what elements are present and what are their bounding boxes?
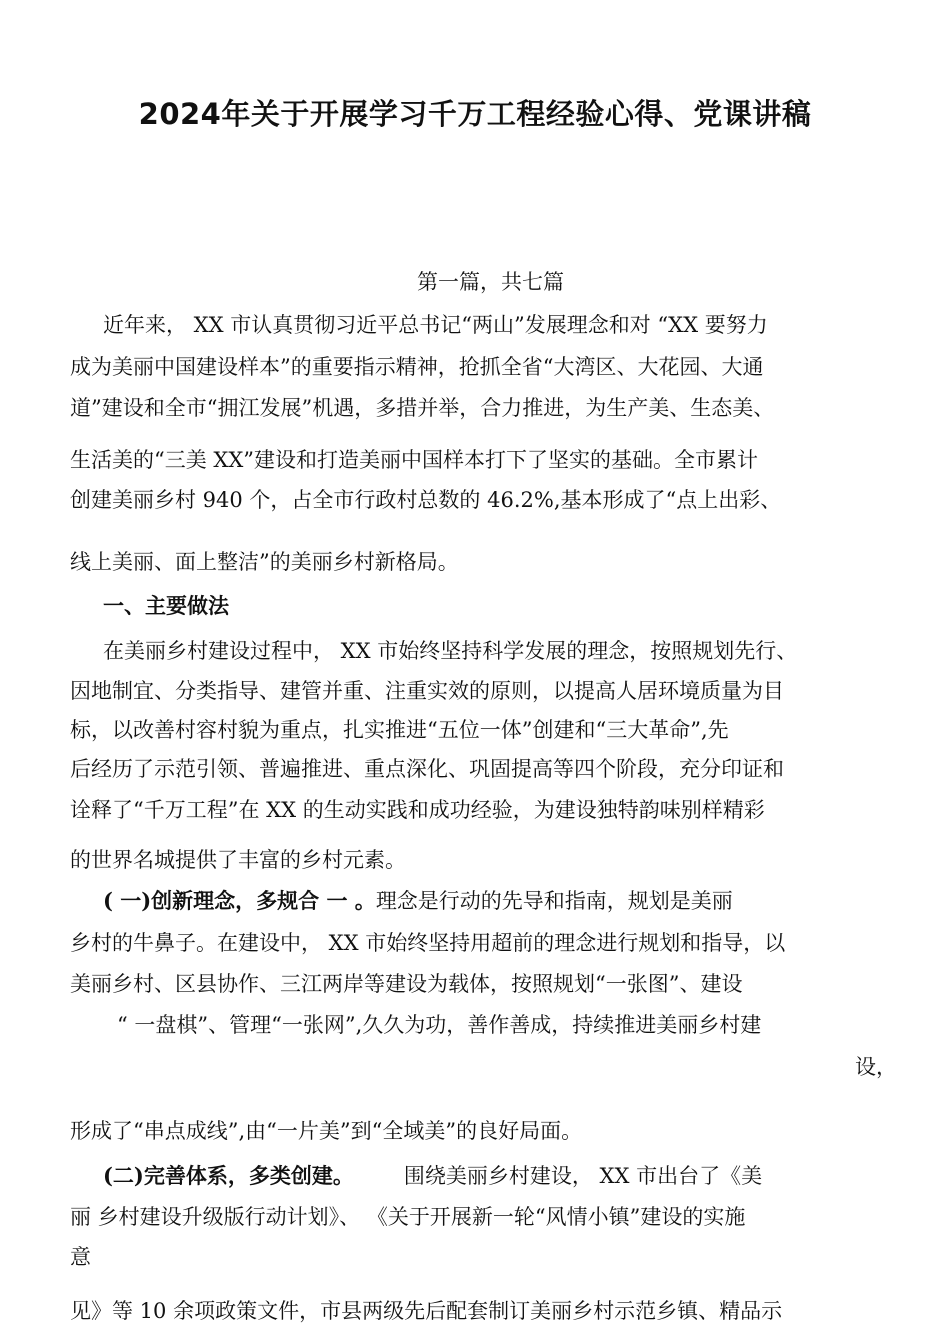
paragraph-line: 丽 乡村建设升级版行动计划》、 《关于开展新一轮“风情小镇”建设的实施	[70, 1205, 746, 1229]
paragraph-line: 设，	[855, 1055, 897, 1079]
paragraph-line: 近年来， XX 市认真贯彻习近平总书记“两山”发展理念和对 “XX 要努力	[103, 313, 768, 337]
paragraph-line: 后经历了示范引领、普遍推进、重点深化、巩固提高等四个阶段，充分印证和	[70, 757, 784, 781]
paragraph-line: 诠释了“千万工程”在 XX 的生动实践和成功经验，为建设独特韵味别样精彩	[70, 798, 765, 822]
paragraph-line: 创建美丽乡村 940 个，占全市行政村总数的 46.2%,基本形成了“点上出彩、	[70, 488, 782, 512]
paragraph-line: “ 一盘棋”、管理“一张网”,久久为功，善作善成，持续推进美丽乡村建	[117, 1013, 762, 1037]
paragraph-line	[103, 1162, 762, 1190]
paragraph-line: 的世界名城提供了丰富的乡村元素。	[70, 848, 406, 872]
subsection-heading: (二)完善体系，多类创建。	[103, 1163, 354, 1188]
section-heading: 一、主要做法	[103, 594, 229, 618]
paragraph-line	[103, 887, 733, 915]
paragraph-line: 美丽乡村、区县协作、三江两岸等建设为载体，按照规划“一张图”、建设	[70, 972, 743, 996]
paragraph-line: 线上美丽、面上整洁”的美丽乡村新格局。	[70, 550, 459, 574]
paragraph-line: 标，以改善村容村貌为重点，扎实推进“五位一体”创建和“三大革命”,先	[70, 718, 729, 742]
paragraph-line: 乡村的牛鼻子。在建设中， XX 市始终坚持用超前的理念进行规划和指导，以	[70, 931, 786, 955]
paragraph-line: 因地制宜、分类指导、建管并重、注重实效的原则，以提高人居环境质量为目	[70, 679, 784, 703]
paragraph-text: 围绕美丽乡村建设， XX 市出台了《美	[403, 1164, 763, 1188]
document-subtitle: 第一篇，共七篇	[417, 270, 564, 294]
paragraph-line: 意	[70, 1245, 91, 1269]
subsection-heading: ( 一)创新理念，多规合 一 。	[103, 888, 376, 913]
paragraph-line: 成为美丽中国建设样本”的重要指示精神，抢抓全省“大湾区、大花园、大通	[70, 355, 764, 379]
paragraph-line: 见》等 10 余项政策文件，市县两级先后配套制订美丽乡村示范乡镇、精品示	[70, 1299, 783, 1323]
paragraph-line: 在美丽乡村建设过程中， XX 市始终坚持科学发展的理念，按照规划先行、	[103, 639, 798, 663]
paragraph-line: 道”建设和全市“拥江发展”机遇，多措并举，合力推进，为生产美、生态美、	[70, 396, 775, 420]
paragraph-text: 理念是行动的先导和指南，规划是美丽	[375, 889, 733, 913]
paragraph-line: 生活美的“三美 XX”建设和打造美丽中国样本打下了坚实的基础。全市累计	[70, 448, 759, 472]
paragraph-line: 形成了“串点成线”,由“一片美”到“全域美”的良好局面。	[70, 1119, 583, 1143]
document-title: 2024年关于开展学习千万工程经验心得、党课讲稿	[138, 97, 812, 131]
